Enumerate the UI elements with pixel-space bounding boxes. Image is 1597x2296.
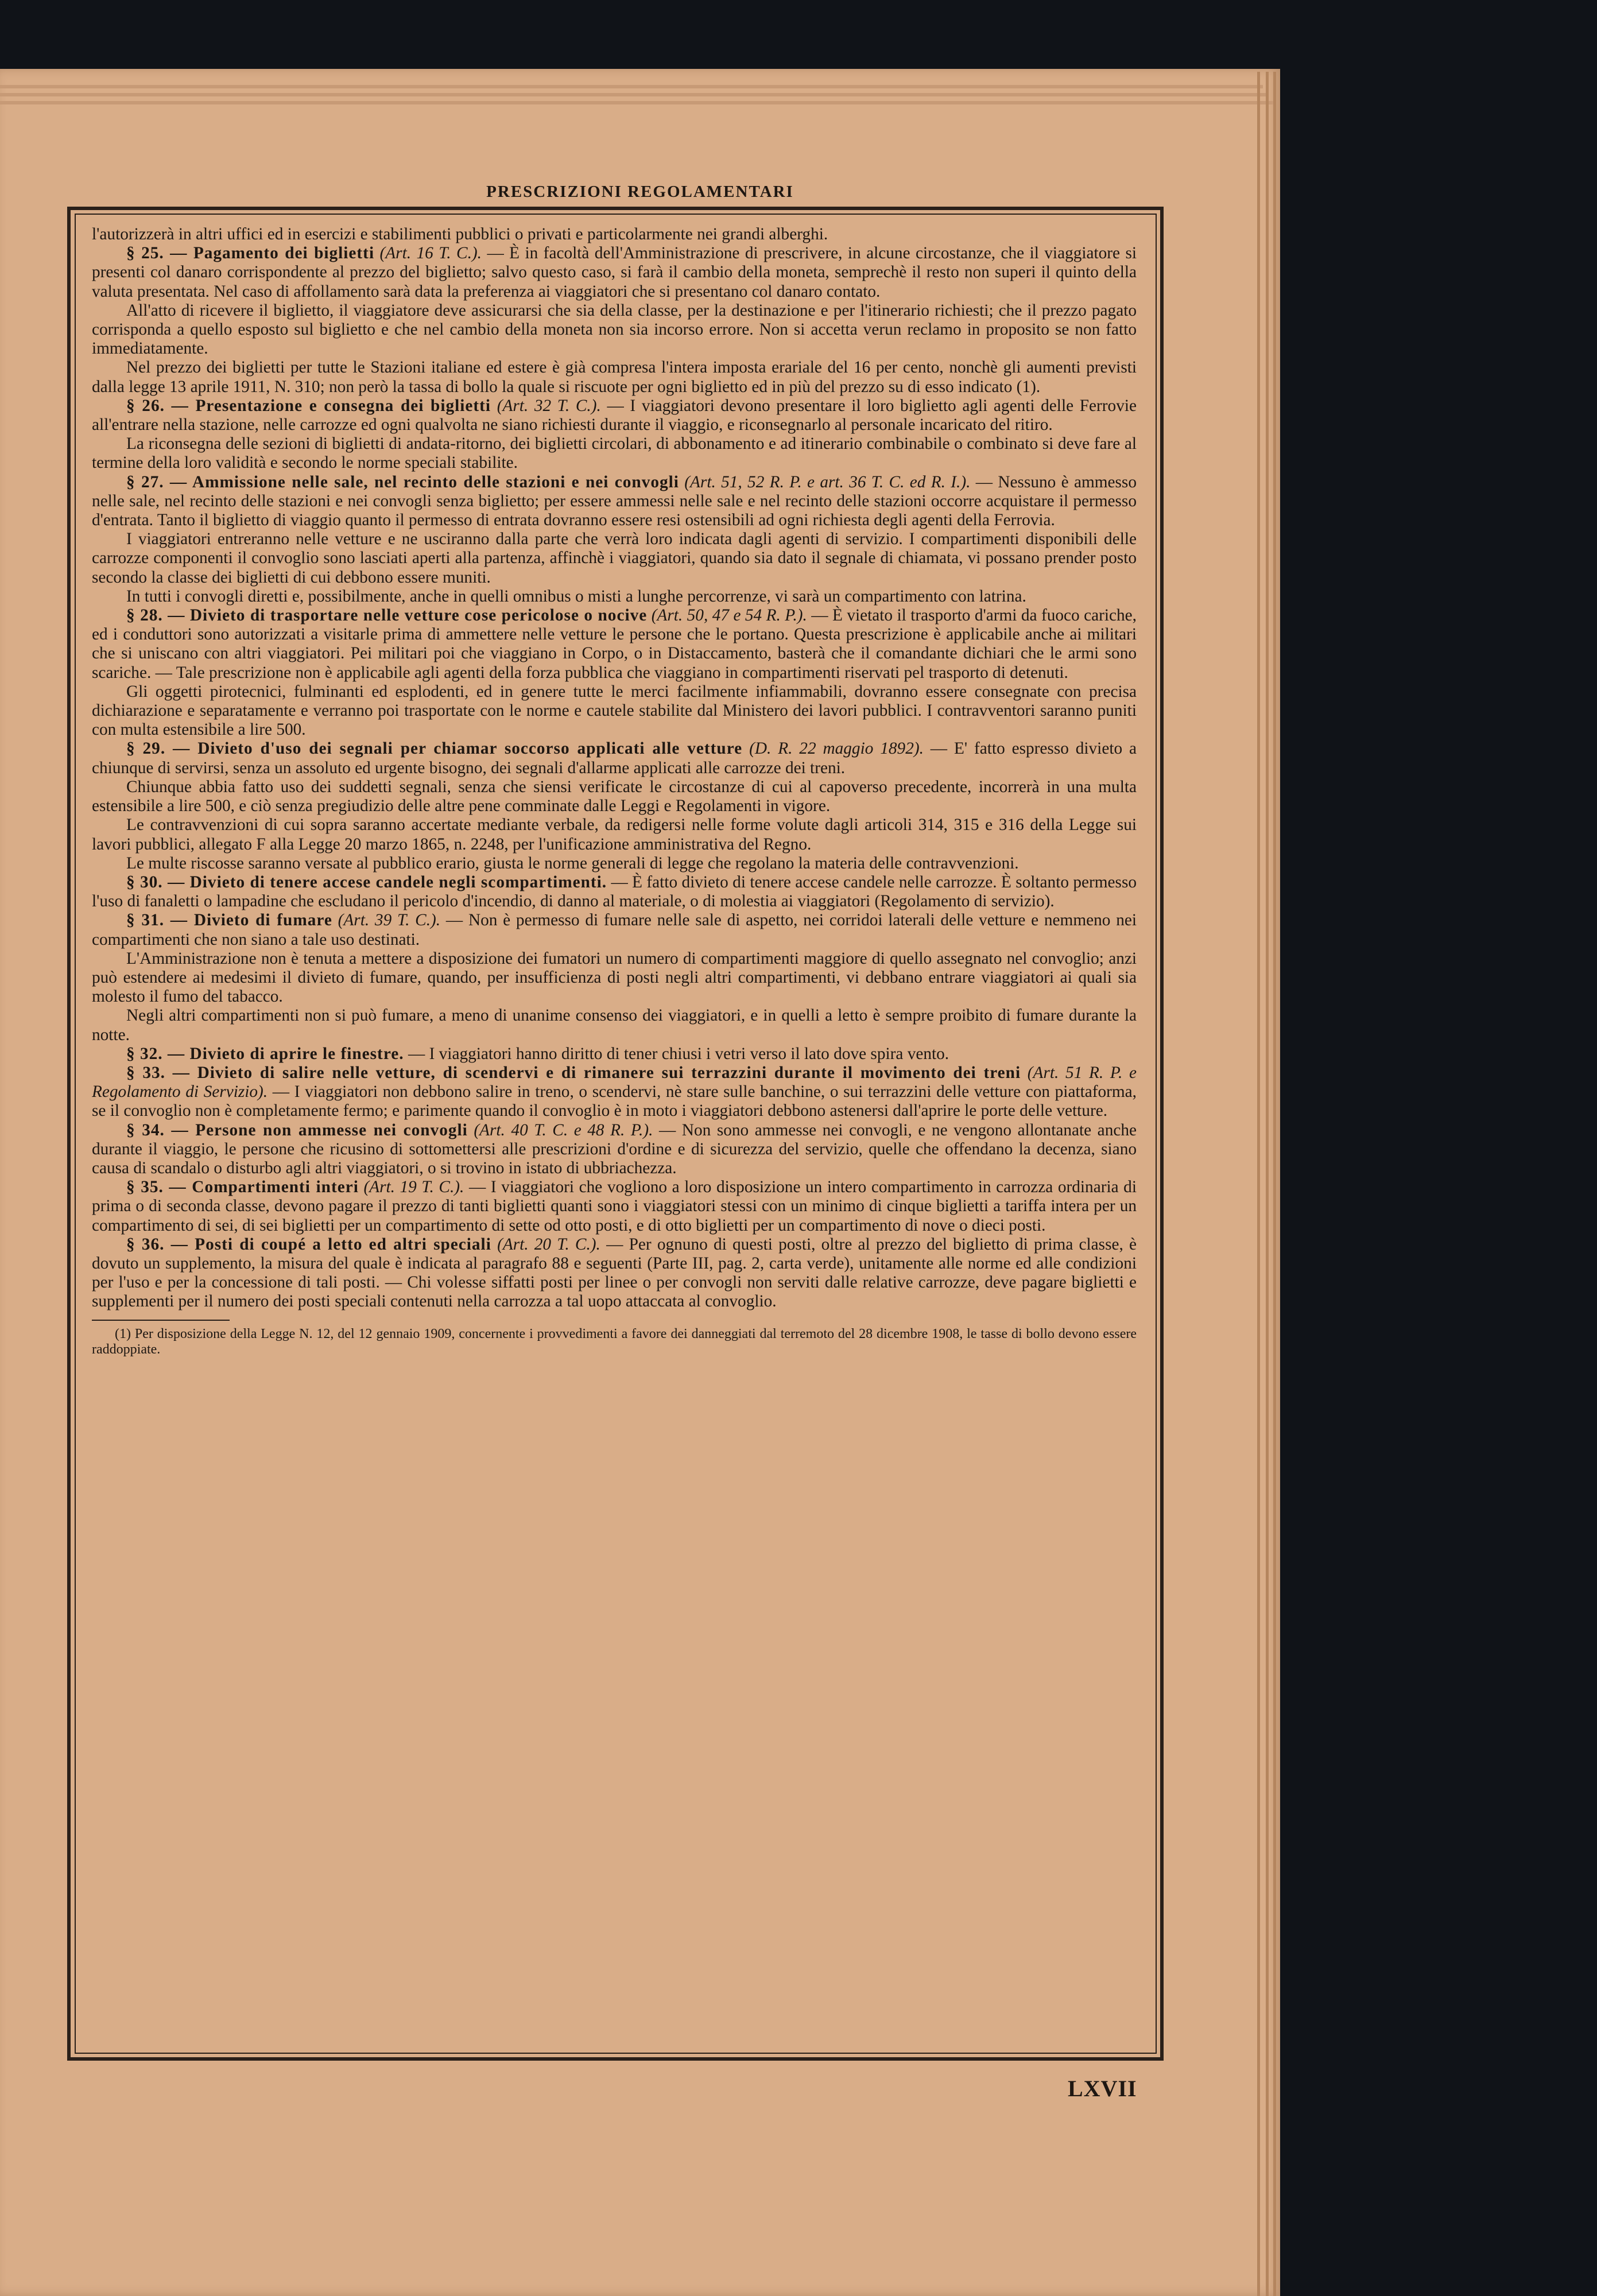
paragraph-text: Chiunque abbia fatto uso dei suddetti segnali, senza che siensi verificate le circostanze di cui al capoverso precedente, incorrerà in una multa estensibile a lire 500, e ciò senza pregiudizio delle altre pene comminate dalle Leggi e Regolamenti in vigore. [92, 777, 1137, 816]
paragraph [92, 1178, 1137, 1235]
paragraph [92, 1006, 1137, 1044]
paragraph [92, 397, 1137, 435]
paragraph-text: — Nessuno è ammesso nelle sale, nel recinto delle stazioni e nei convogli senza biglietto; per essere ammessi nelle sale e nel recinto delle stazioni occorre acquistare il permesso d'entrata. Tanto il biglietto di viaggio quanto il permesso di entrata dovranno essere resi ostensibili ad ogni richiesta degli agenti della Ferrovia. [92, 472, 1137, 530]
paragraph [92, 1121, 1137, 1178]
page-edge [1273, 72, 1276, 2296]
paragraph-text: Gli oggetti pirotecnici, fulminanti ed esplodenti, ed in genere tutte le merci facilmente infiammabili, dovranno essere consegnate con precisa dichiarazione e separatamente e verranno poi trasportate con le norme e cautele stabilite dal Ministero dei lavori pubblici. I contravventori saranno puniti con multa estensibile a lire 500. [92, 682, 1137, 739]
paragraph [92, 873, 1137, 911]
paragraph [92, 301, 1137, 359]
section-heading: § 28. — Divieto di trasportare nelle vetture cose pericolose o nocive [126, 606, 648, 625]
running-header: PRESCRIZIONI REGOLAMENTARI [486, 183, 794, 201]
paragraph-text: I viaggiatori entreranno nelle vetture e ne usciranno dalla parte che verrà loro indicata dagli agenti di servizio. I compartimenti disponibili delle carrozze componenti il convoglio sono lasciati aperti alla partenza, affinchè i viaggiatori, quando sia dato il segnale di chiamata, vi possano prender posto secondo la classe dei biglietti di cui debbono essere muniti. [92, 530, 1137, 587]
paragraph-text: — I viaggiatori non debbono salire in treno, o scendervi, nè stare sulle banchine, o sui terrazzini delle vetture con piattaforma, se il convoglio non è completamente fermo; e parimente quando il convoglio è in moto i viaggiatori debbono astenersi dall'aprire le porte delle vetture. [92, 1083, 1137, 1120]
paragraph [92, 1064, 1137, 1121]
legal-reference: (Art. 20 T. C.). [497, 1235, 600, 1254]
paragraph-text: — È in facoltà dell'Amministrazione di prescrivere, in alcune circostanze, che il viaggiatore si presenti col danaro corrispondente al prezzo del biglietto; salvo questo caso, si farà il cambio della moneta, semprechè il resto non superi il quinto della valuta presentata. Nel caso di affollamento sarà data la preferenza ai viaggiatori che si presentano col danaro contato. [92, 244, 1137, 301]
paragraph [92, 1045, 1137, 1064]
section-heading: § 30. — Divieto di tenere accese candele negli scompartimenti. [126, 872, 607, 891]
paragraph-text: Negli altri compartimenti non si può fumare, a meno di unanime consenso dei viaggiatori, e in quelli a letto è sempre proibito di fumare durante la notte. [92, 1006, 1137, 1044]
paragraph [92, 949, 1137, 1007]
legal-reference: (Art. 39 T. C.). [338, 911, 441, 930]
section-heading: § 33. — Divieto di salire nelle vetture, di scendervi e di rimanere sui terrazzini durante il movimento dei treni [126, 1063, 1021, 1082]
paragraph [92, 244, 1137, 301]
section-heading: § 35. — Compartimenti interi [126, 1178, 359, 1197]
paragraph-text: — E' fatto espresso divieto a chiunque di servirsi, senza un assoluto ed urgente bisogno, dei segnali d'allarme applicati alle carrozze dei treni. [92, 739, 1137, 777]
paragraph-text: Nel prezzo dei biglietti per tutte le Stazioni italiane ed estere è già compresa l'intera imposta erariale del 16 per cento, nonchè gli aumenti previsti dalla legge 13 aprile 1911, N. 310; non però la tassa di bollo la quale si riscuote per ogni biglietto ed in più del prezzo su di esso indicato (1). [92, 358, 1137, 396]
section-heading: § 25. — Pagamento dei biglietti [126, 244, 375, 263]
paragraph [92, 530, 1137, 587]
section-heading: § 26. — Presentazione e consegna dei biglietti [126, 396, 491, 415]
paragraph [92, 816, 1137, 854]
paragraph [92, 682, 1137, 740]
legal-reference: (Art. 16 T. C.). [379, 244, 482, 263]
paragraph-text: — I viaggiatori hanno diritto di tener chiusi i vetri verso il lato dove spira vento. [408, 1044, 949, 1063]
section-heading: § 32. — Divieto di aprire le finestre. [126, 1044, 404, 1063]
section-heading: § 29. — Divieto d'uso dei segnali per chiamar soccorso applicati alle vetture [126, 739, 743, 758]
page-number: LXVII [1068, 2076, 1137, 2101]
paragraph-text: — I viaggiatori che vogliono a loro disposizione un intero compartimento in carrozza ordinaria di prima o di seconda classe, devono pagare il prezzo di tanti biglietti quanti sono i viaggiatori stessi con un minimo di cinque biglietti a tariffa intera per un compartimento di sei, di sei biglietti per un compartimento di sette od otto posti, e di otto biglietti per un compartimento di nove o dieci posti. [92, 1178, 1137, 1235]
paragraph-text: Le multe riscosse saranno versate al pubblico erario, giusta le norme generali di legge che regolano la materia delle contravvenzioni. [126, 854, 1019, 872]
paragraph [92, 911, 1137, 949]
paragraph-text: — È vietato il trasporto d'armi da fuoco cariche, ed i conduttori sono autorizzati a visitarle prima di ammettere nelle vetture le persone che le portano. Questa prescrizione è applicabile anche ai militari che si uniscano con altri viaggiatori. Pei militari poi che viaggiano in Corpo, o in Distaccamento, basterà che il comandante dichiari che le armi sono scariche. — Tale prescrizione non è applicabile agli agenti della forza pubblica che viaggiano in compartimenti riservati pel trasporto di detenuti. [92, 606, 1137, 682]
page-edge-layer [0, 93, 1269, 96]
paragraph-text: Le contravvenzioni di cui sopra saranno accertate mediante verbale, da redigersi nelle forme volute dagli articoli 314, 315 e 316 della Legge sui lavori pubblici, allegato F alla Legge 20 marzo 1865, n. 2248, per l'unificazione amministrativa del Regno. [92, 816, 1137, 854]
legal-reference: (Art. 32 T. C.). [497, 396, 601, 415]
page-body [92, 225, 1137, 2027]
section-heading: § 36. — Posti di coupé a letto ed altri speciali [126, 1235, 491, 1254]
page-edge [1266, 72, 1269, 2296]
paragraph-text: — È fatto divieto di tenere accese candele nelle carrozze. È soltanto permesso l'uso di fanaletti o lampadine che escludano il pericolo d'incendio, di danno al materiale, o di molestia ai viaggiatori (Regolamento di servizio). [92, 872, 1137, 911]
paragraph-text: L'Amministrazione non è tenuta a mettere a disposizione dei fumatori un numero di compartimenti maggiore di quello assegnato nel convoglio; anzi può estendere ai medesimi il divieto di fumare, quando, per insufficienza di posti negli altri compartimenti, vi debbano entrare viaggiatori ai quali sia molesto il fumo del tabacco. [92, 949, 1137, 1006]
paragraphs [92, 225, 1137, 1312]
footnote [92, 1327, 1137, 1358]
paragraph-text: — Non sono ammesse nei convogli, e ne vengono allontanate anche durante il viaggio, le persone che ricusino di sottomettersi alle prescrizioni d'ordine e di sicurezza del servizio, quelle che offendano la decenza, siano causa di scandalo o disturbo agli altri viaggiatori, o si trovino in istato di ubbriachezza. [92, 1120, 1137, 1177]
paragraph-text: — I viaggiatori devono presentare il loro biglietto agli agenti delle Ferrovie all'entrare nella stazione, nelle carrozze ed ogni qualvolta ne siano richiesti durante il viaggio, e riconsegnarlo al personale incaricato del ritiro. [92, 396, 1137, 435]
paragraph [92, 854, 1137, 873]
footnote-rule [92, 1320, 230, 1321]
paragraph-text: l'autorizzerà in altri uffici ed in esercizi e stabilimenti pubblici o privati e particolarmente nei grandi alberghi. [92, 225, 828, 243]
legal-reference: (Art. 40 T. C. e 48 R. P.). [474, 1120, 653, 1139]
paragraph-text: — Per ognuno di questi posti, oltre al prezzo del biglietto di prima classe, è dovuto un supplemento, la misura del quale è indicata al paragrafo 88 e seguenti (Parte III, pag. 2, carta verde), unitamente alle norme ed alle condizioni per l'uso e per la concessione di tali posti. — Chi volesse siffatti posti per linee o per convogli non serviti dalle relative carrozze, deve pagare biglietti e supplementi per il numero dei posti speciali contenuti nella carrozza a tal uopo attaccata al convoglio. [92, 1235, 1137, 1311]
paragraph-text: All'atto di ricevere il biglietto, il viaggiatore deve assicurarsi che sia della classe, per la destinazione e per l'itinerario richiesti; che il prezzo pagato corrisponda a quello esposto sul biglietto e che nel cambio della moneta non sia incorso errore. Non si accetta verun reclamo in proposito se non fatto immediatamente. [92, 301, 1137, 358]
paragraph [92, 435, 1137, 472]
paragraph [92, 1235, 1137, 1312]
legal-reference: (Art. 51 R. P. e Regolamento di Servizio). [92, 1063, 1137, 1102]
paragraph-text: — Non è permesso di fumare nelle sale di aspetto, nei corridoi laterali delle vetture e nemmeno nei compartimenti che non siano a tale uso destinati. [92, 911, 1137, 949]
paragraph [92, 473, 1137, 530]
section-heading: § 34. — Persone non ammesse nei convogli [126, 1120, 468, 1139]
footnote-text: (1) Per disposizione della Legge N. 12, del 12 gennaio 1909, concernente i provvedimenti a favore dei danneggiati dal terremoto del 28 dicembre 1908, le tasse di bollo devono essere raddoppiate. [92, 1326, 1137, 1357]
legal-reference: (Art. 19 T. C.). [363, 1178, 464, 1197]
paragraph-text: La riconsegna delle sezioni di biglietti di andata-ritorno, dei biglietti circolari, di abbonamento e ad itinerario combinabile o combinato si deve fare al termine della loro validità e secondo le norme speciali stabilite. [92, 435, 1137, 472]
paragraph [92, 739, 1137, 777]
paragraph-text: In tutti i convogli diretti e, possibilmente, anche in quelli omnibus o misti a lunghe percorrenze, vi sarà un compartimento con latrina. [126, 587, 1026, 606]
legal-reference: (D. R. 22 maggio 1892). [749, 739, 924, 758]
section-heading: § 27. — Ammissione nelle sale, nel recinto delle stazioni e nei convogli [126, 472, 679, 491]
page-edge [1257, 72, 1260, 2296]
legal-reference: (Art. 50, 47 e 54 R. P.). [651, 606, 807, 625]
page-edge-layer [0, 85, 1263, 88]
paragraph [92, 587, 1137, 606]
paragraph [92, 358, 1137, 396]
section-heading: § 31. — Divieto di fumare [126, 911, 332, 930]
legal-reference: (Art. 51, 52 R. P. e art. 36 T. C. ed R. I.). [684, 472, 971, 491]
paragraph [92, 225, 1137, 244]
paragraph [92, 606, 1137, 682]
paragraph [92, 778, 1137, 816]
page-edge-layer [0, 101, 1276, 104]
